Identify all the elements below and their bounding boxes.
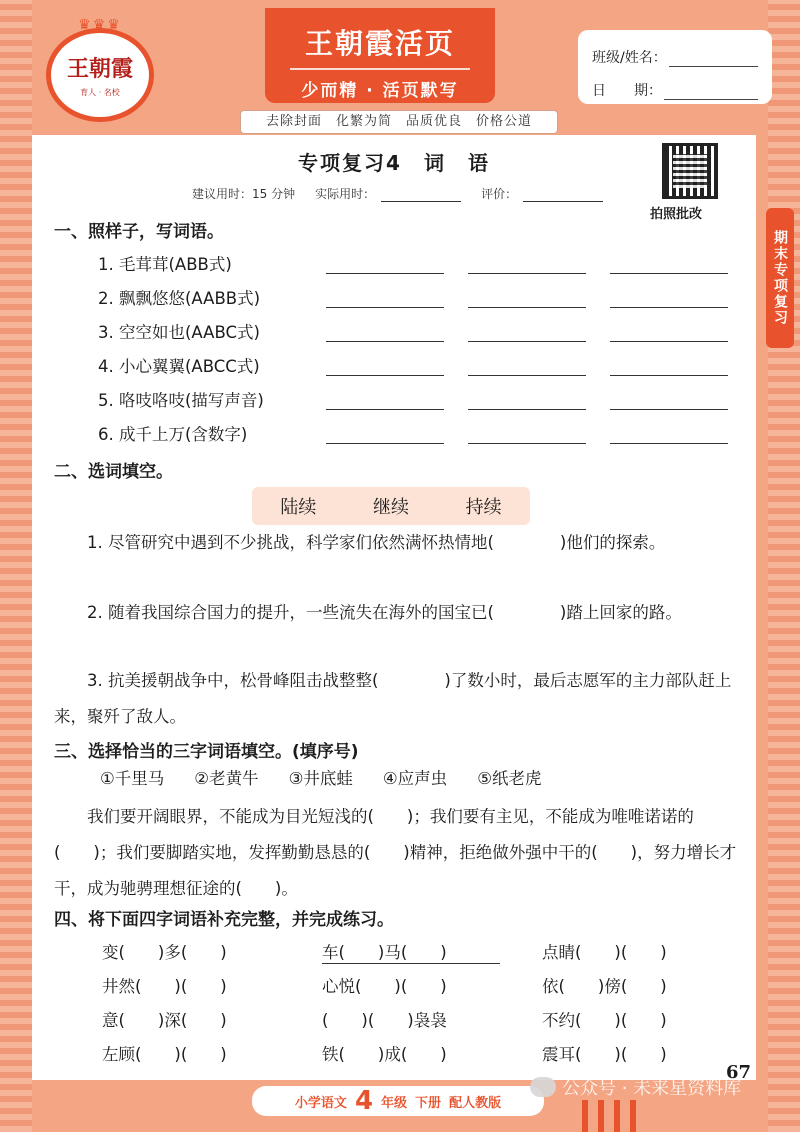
section2-question: 2. 随着我国综合国力的提升，一些流失在海外的国宝已( )踏上回家的路。	[87, 603, 682, 622]
answer-blank[interactable]	[468, 409, 586, 410]
idiom-option: ①千里马	[100, 769, 165, 788]
section1-item: 1. 毛茸茸(ABB式)	[98, 255, 232, 274]
tagline: 去除封面 化繁为简 品质优良 价格公道	[240, 110, 558, 134]
evaluation-field[interactable]	[523, 190, 603, 202]
brand-logo	[46, 17, 154, 122]
qr-label: 拍照批改	[650, 207, 703, 222]
answer-blank[interactable]	[468, 307, 586, 308]
idiom-fill-item: 依( )傍( )	[542, 977, 667, 996]
answer-blank[interactable]	[468, 273, 586, 274]
section3-paragraph: 我们要开阔眼界，不能成为目光短浅的( )；我们要有主见，不能成为唯唯诺诺的( )；我们要脚踏实地，发挥勤勤恳恳的( )精神，拒绝做外强中干的( )，努力增长才干，成为驰骋理想征途的( )。	[54, 807, 737, 898]
idiom-fill-item: ( )( )袅袅	[322, 1011, 447, 1030]
section1-item: 2. 飘飘悠悠(AABB式)	[98, 289, 261, 308]
answer-blank[interactable]	[326, 443, 444, 444]
decorative-bars	[582, 1100, 636, 1132]
suggested-time: 建议用时：15 分钟	[192, 187, 296, 201]
page-title: 专项复习4 词 语	[298, 151, 490, 175]
date-field[interactable]	[664, 86, 758, 100]
brand-divider	[290, 68, 470, 70]
answer-blank[interactable]	[468, 341, 586, 342]
footer-term: 下册	[415, 1095, 442, 1111]
page-number: 67	[726, 1062, 752, 1083]
answer-blank[interactable]	[610, 409, 728, 410]
idiom-fill-item: 震耳( )( )	[542, 1045, 667, 1064]
section4-heading: 四、将下面四字词语补充完整，并完成练习。	[54, 910, 394, 930]
section2-question: 1. 尽管研究中遇到不少挑战，科学家们依然满怀热情地( )他们的探索。	[87, 533, 666, 552]
idiom-fill-item: 心悦( )( )	[322, 977, 447, 996]
idiom-option: ⑤纸老虎	[477, 769, 542, 788]
evaluation-label: 评价：	[481, 187, 518, 201]
idiom-fill-item: 左顾( )( )	[102, 1045, 227, 1064]
idiom-fill-item: 井然( )( )	[102, 977, 227, 996]
word-option: 继续	[372, 497, 409, 518]
section3-options	[100, 765, 541, 789]
idiom-option: ②老黄牛	[194, 769, 259, 788]
idiom-fill-item: 不约( )( )	[542, 1011, 667, 1030]
answer-blank[interactable]	[326, 341, 444, 342]
answer-blank[interactable]	[610, 341, 728, 342]
page-header	[0, 0, 800, 135]
logo-subtext: 育人 · 名校	[80, 88, 120, 97]
actual-time-label: 实际用时：	[315, 187, 376, 201]
idiom-fill-item: 意( )深( )	[102, 1011, 227, 1030]
answer-blank[interactable]	[468, 443, 586, 444]
answer-blank[interactable]	[326, 273, 444, 274]
logo-text: 王朝霞	[66, 56, 133, 82]
student-info-box	[578, 30, 772, 104]
footer-grade: 4	[354, 1086, 374, 1116]
word-option: 陆续	[280, 497, 317, 518]
answer-blank[interactable]	[610, 375, 728, 376]
idiom-fill-item: 铁( )成( )	[322, 1045, 447, 1064]
answer-blank[interactable]	[326, 375, 444, 376]
section2-question: 3. 抗美援朝战争中，松骨峰阻击战整整( )了数小时，最后志愿军的主力部队赶上来，聚歼了敌人。	[54, 671, 732, 726]
left-border-stripe	[0, 0, 32, 1132]
answer-blank[interactable]	[326, 307, 444, 308]
idiom-option: ④应声虫	[382, 769, 448, 788]
section1-item: 3. 空空如也(AABC式)	[98, 323, 260, 342]
brand-subtitle: 少而精 · 活页默写	[301, 81, 459, 101]
answer-blank[interactable]	[326, 409, 444, 410]
footer-grade-suffix: 年级	[381, 1095, 408, 1111]
section1-item: 6. 成千上万(含数字)	[98, 425, 248, 444]
qr-code-icon[interactable]	[662, 143, 718, 199]
footer-label	[252, 1086, 544, 1116]
side-tab: 期末专项复习	[766, 208, 794, 348]
watermark-text: 公众号 · 未来星资料库	[562, 1078, 742, 1099]
right-border-stripe	[768, 0, 800, 1132]
footer-edition: 配人教版	[449, 1095, 502, 1111]
section1-item: 4. 小心翼翼(ABCC式)	[98, 357, 260, 376]
crown-icon: ♛♛♛	[78, 17, 122, 33]
answer-blank[interactable]	[610, 273, 728, 274]
section1-item: 5. 咯吱咯吱(描写声音)	[98, 391, 264, 410]
section1-heading: 一、照样子，写词语。	[54, 222, 224, 242]
idiom-option: ③井底蛙	[288, 769, 353, 788]
timing-row	[192, 185, 603, 202]
class-name-field[interactable]	[669, 53, 758, 67]
section2-heading: 二、选词填空。	[54, 462, 173, 482]
section3-heading: 三、选择恰当的三字词语填空。(填序号)	[54, 742, 359, 762]
footer-subject: 小学语文	[294, 1095, 347, 1111]
answer-blank[interactable]	[610, 307, 728, 308]
actual-time-field[interactable]	[381, 190, 461, 202]
underline-mark	[322, 963, 500, 964]
watermark	[530, 1074, 741, 1100]
wechat-icon	[530, 1077, 556, 1097]
idiom-fill-item: 车( )马( )	[322, 943, 447, 962]
brand-banner	[265, 8, 495, 103]
idiom-fill-item: 变( )多( )	[102, 943, 227, 962]
class-name-label: 班级/姓名：	[592, 50, 667, 66]
brand-title: 王朝霞活页	[304, 27, 455, 60]
word-choice-box	[252, 487, 530, 525]
word-option: 持续	[465, 497, 502, 518]
date-label: 日 期：	[592, 83, 662, 99]
idiom-fill-item: 点睛( )( )	[542, 943, 667, 962]
answer-blank[interactable]	[468, 375, 586, 376]
worksheet-paper	[32, 135, 756, 1080]
answer-blank[interactable]	[610, 443, 728, 444]
